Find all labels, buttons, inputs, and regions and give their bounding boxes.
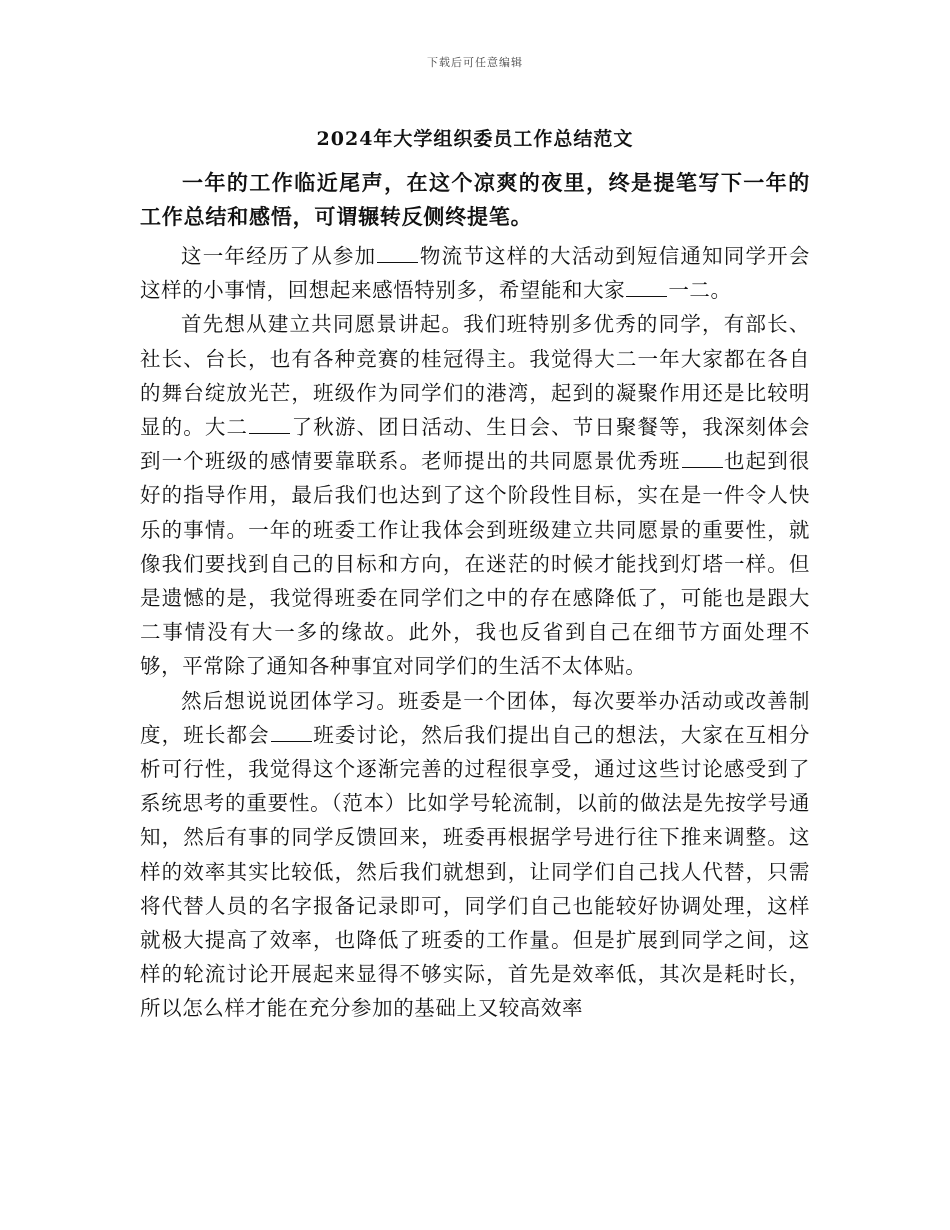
fill-blank: [271, 720, 312, 742]
paragraph-3: [140, 684, 810, 1026]
page-title: 2024年大学组织委员工作总结范文: [316, 128, 634, 150]
paragraph-1-text-b: 物流节这样的大活动到短信通知同学开会这样的小事情，回想起来感悟特别多，希望能和大家: [140, 244, 810, 303]
paragraph-3-text-b: 班委讨论，然后我们提出自己的想法，大家在互相分析可行性，我觉得这个逐渐完善的过程很享受，通过这些讨论感受到了系统思考的重要性。（范本）比如学号轮流制，以前的做法是先按学号通知，然后有事的同学反馈回来，班委再根据学号进行往下推来调整。这样的效率其实比较低，然后我们就想到，让同学们自己找人代替，只需将代替人员的名字报备记录即可，同学们自己也能较好协调处理，这样就极大提高了效率，也降低了班委的工作量。但是扩展到同学之间，这样的轮流讨论开展起来显得不够实际，首先是效率低，其次是耗时长，所以怎么样才能在充分参加的基础上又较高效率: [140, 722, 810, 1021]
paragraph-2-text-b: 了秋游、团日活动、生日会、节日聚餐等，我深刻体会到一个班级的感情要靠联系。老师提出的共同愿景优秀班: [140, 415, 810, 474]
paragraph-3-text-a: 然后想说说团体学习。班委是一个团体，每次要举办活动或改善制度，班长都会: [140, 688, 810, 747]
fill-blank: [249, 413, 290, 435]
document-body: [140, 166, 810, 1026]
fill-blank: [682, 447, 723, 469]
fill-blank: [626, 276, 667, 298]
paragraph-1: [140, 239, 810, 307]
fill-blank: [377, 242, 418, 264]
page-header-note: 下载后可任意编辑: [427, 56, 523, 69]
paragraph-2-text-a: 首先想从建立共同愿景讲起。我们班特别多优秀的同学，有部长、社长、台长，也有各种竞赛的桂冠得主。我觉得大二一年大家都在各自的舞台绽放光芒，班级作为同学们的港湾，起到的凝聚作用还是比较明显的。大二: [140, 312, 810, 440]
paragraph-1-text-c: 一二。: [668, 278, 732, 303]
paragraph-1-text-a: 这一年经历了从参加: [181, 244, 377, 268]
paragraph-2-text-c: 也起到很好的指导作用，最后我们也达到了这个阶段性目标，实在是一件令人快乐的事情。一年的班委工作让我体会到班级建立共同愿景的重要性，就像我们要找到自己的目标和方向，在迷茫的时候才能找到灯塔一样。但是遗憾的是，我觉得班委在同学们之中的存在感降低了，可能也是跟大二事情没有大一多的缘故。此外，我也反省到自己在细节方面处理不够，平常除了通知各种事宜对同学们的生活不太体贴。: [140, 449, 810, 679]
paragraph-2: [140, 307, 810, 683]
lead-paragraph: 一年的工作临近尾声，在这个凉爽的夜里，终是提笔写下一年的工作总结和感悟，可谓辗转反侧终提笔。: [140, 170, 810, 229]
